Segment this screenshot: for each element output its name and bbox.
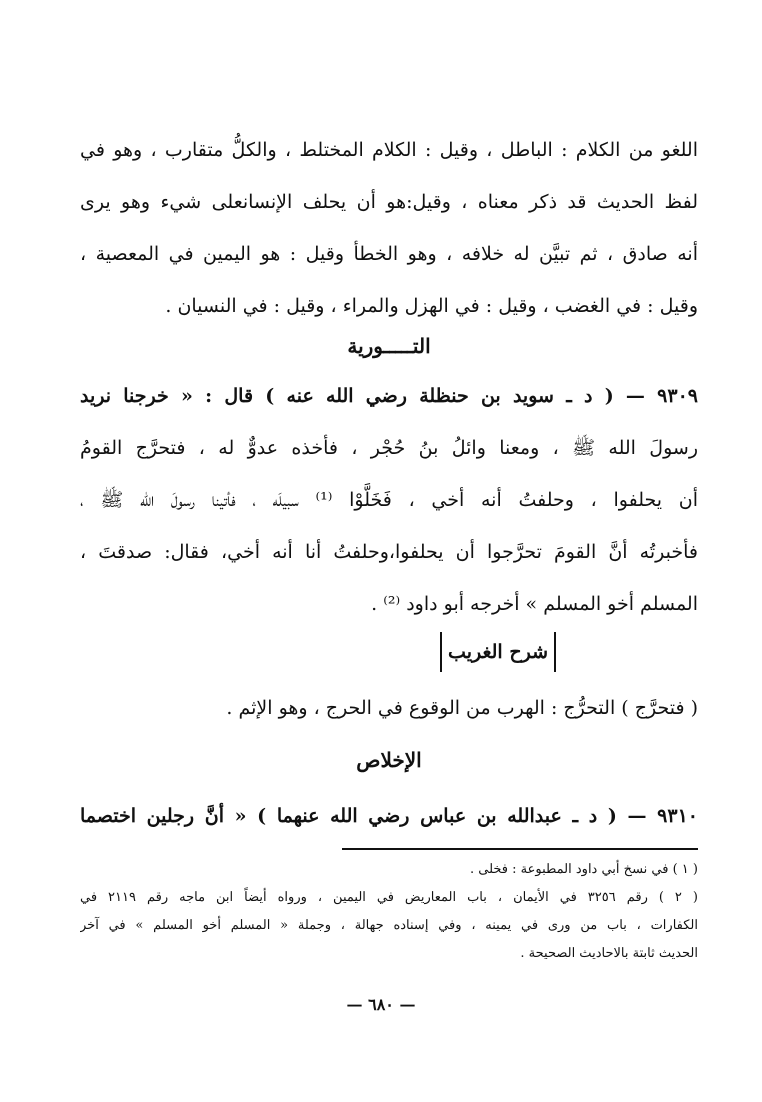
page-number: — ٦٨٠ — <box>346 995 416 1014</box>
gharib-explanation: ( فتحرَّج ) التحرُّج : الهرب من الوقوع في الحرج ، وهو الإثم . <box>226 697 698 719</box>
intro-paragraph <box>80 124 698 332</box>
footnote-divider <box>342 848 698 850</box>
hadith-line: المسلم أخو المسلم » أخرجه أبو داود ⁽²⁾ . <box>371 593 698 615</box>
sharh-gharib-heading: شرح الغريب <box>440 632 556 672</box>
intro-line: وقيل : في الغضب ، وقيل : في الهزل والمراء ، وقيل : في النسيان . <box>165 295 698 317</box>
hadith-line: رسولَ الله ﷺ ، ومعنا وائلُ بنُ حُجْر ، فأخذه عدوٌّ له ، فتحرَّج القومُ <box>80 437 698 459</box>
hadith-line: ٩٣٠٩ — ( د ـ سويد بن حنظلة رضي الله عنه ) قال : « خرجنا نريد <box>80 385 698 407</box>
footnote-line: الكفارات ، باب من ورى في يمينه ، وفي إسناده جهالة ، وجملة « المسلم أخو المسلم » في آخر <box>80 918 698 933</box>
hadith-line: فأخبرتُه أنَّ القومَ تحرَّجوا أن يحلفوا،وحلفتُ أنا أنه أخي، فقال: صدقتَ ، <box>80 541 698 563</box>
intro-line: أنه صادق ، ثم تبيَّن له خلافه ، وهو الخطأ وقيل : هو اليمين في المعصية ، <box>80 243 698 265</box>
footnote-line: ( ٢ ) رقم ٣٢٥٦ في الأيمان ، باب المعاريض في اليمين ، ورواه أيضاً ابن ماجه رقم ٢١١٩ في <box>80 890 698 905</box>
footnotes <box>80 856 698 968</box>
footnote-line: الحديث ثابتة بالاحاديث الصحيحة . <box>520 946 698 961</box>
footnote-line: ( ١ ) في نسخ أبي داود المطبوعة : فخلى . <box>469 862 698 877</box>
intro-line: لفظ الحديث قد ذكر معناه ، وقيل:هو أن يحلف الإنسانعلى شيء وهو يرى <box>80 191 698 213</box>
heading-tawriya: التـــــورية <box>347 334 431 358</box>
hadith-9310-start: ٩٣١٠ — ( د ـ عبدالله بن عباس رضي الله عنهما ) « أنَّ رجلين اختصما <box>80 805 698 827</box>
heading-ikhlas: الإخلاص <box>356 748 422 772</box>
intro-line: اللغو من الكلام : الباطل ، وقيل : الكلام المختلط ، والكلُّ متقارب ، وهو في <box>80 139 698 161</box>
hadith-line: أن يحلفوا ، وحلفتُ أنه أخي ، فَخَلَّوْا ⁽¹⁾ سبيلَه ، فأتينا رسولَ الله ﷺ ، <box>80 489 698 511</box>
hadith-9309 <box>80 370 698 630</box>
